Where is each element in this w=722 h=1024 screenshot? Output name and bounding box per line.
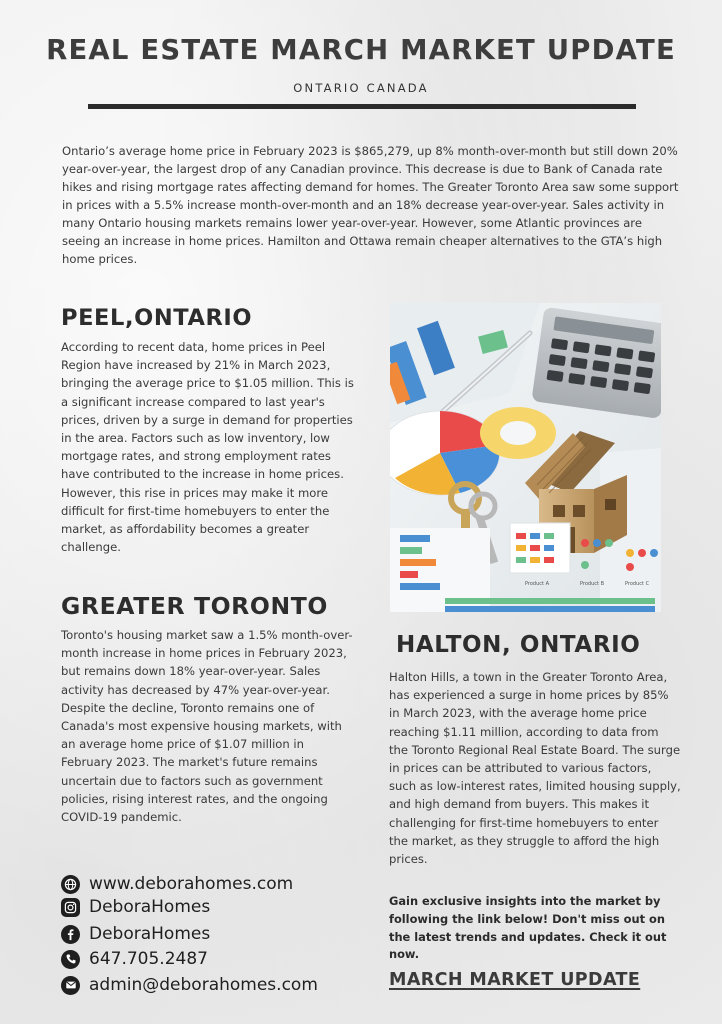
page-title: REAL ESTATE MARCH MARKET UPDATE bbox=[46, 34, 676, 66]
photo-chart-label: Product C bbox=[625, 581, 650, 587]
cta-text: Gain exclusive insights into the market by following the link below! Don't miss out on the latest trends and updates. Check it out now. bbox=[389, 894, 667, 962]
title-divider bbox=[88, 104, 636, 109]
contact-instagram[interactable] bbox=[61, 897, 210, 917]
facebook-icon bbox=[61, 925, 80, 944]
instagram-handle: DeboraHomes bbox=[89, 897, 211, 917]
contact-phone[interactable] bbox=[61, 949, 208, 969]
march-market-update-link[interactable]: MARCH MARKET UPDATE bbox=[389, 970, 641, 990]
contact-email[interactable] bbox=[61, 975, 318, 995]
halton-body: Halton Hills, a town in the Greater Toronto Area, has experienced a surge in home prices by 85% in March 2023, with the average home price reaching $1.11 million, according to data from the Toronto Regional Real Estate Board. The surge in prices can be attributed to various factors, such as low-interest rates, limited housing supply, and high demand from buyers. This makes it challenging for first-time homebuyers to enter the market, as they struggle to afford the high prices. bbox=[389, 670, 681, 867]
contact-facebook[interactable] bbox=[61, 924, 210, 944]
phone-number: 647.705.2487 bbox=[89, 949, 208, 969]
peel-heading: PEEL,ONTARIO bbox=[61, 305, 253, 331]
contact-website[interactable] bbox=[61, 874, 293, 894]
page-subtitle: ONTARIO CANADA bbox=[293, 81, 429, 95]
photo-chart-label: Product B bbox=[580, 581, 605, 587]
peel-body: According to recent data, home prices in Peel Region have increased by 21% in March 2023, bringing the average price to $1.05 million. This is a significant increase compared to last year's prices, driven by a surge in demand for properties in the area. Factors such as low inventory, low mortgage rates, and strong employment rates have contributed to the increase in home prices. However, this rise in prices may make it more difficult for first-time homebuyers to enter the market, as affordability becomes a greater challenge. bbox=[61, 340, 354, 555]
facebook-handle: DeboraHomes bbox=[89, 924, 211, 944]
envelope-icon bbox=[61, 976, 80, 995]
halton-heading: HALTON, ONTARIO bbox=[396, 632, 641, 658]
email-address: admin@deborahomes.com bbox=[89, 975, 318, 995]
house-keys-photo-art bbox=[390, 303, 661, 612]
globe-icon bbox=[61, 875, 80, 894]
toronto-body: Toronto's housing market saw a 1.5% month-over-month increase in home prices in February 2023, but remains down 18% year-over-year. Sales activity has decreased by 47% year-over-year. Despite the decline, Toronto remains one of Canada's most expensive housing markets, with an average home price of $1.07 million in February 2023. The market's future remains uncertain due to factors such as government policies, rising interest rates, and the ongoing COVID-19 pandemic. bbox=[61, 628, 353, 825]
instagram-icon bbox=[61, 898, 80, 917]
house-keys-photo bbox=[390, 303, 661, 612]
phone-icon bbox=[61, 950, 80, 969]
intro-paragraph: Ontario’s average home price in February 2023 is $865,279, up 8% month-over-month but still down 20% year-over-year, the largest drop of any Canadian province. This decrease is due to Bank of Canada rate hikes and rising mortgage rates affecting demand for homes. The Greater Toronto Area saw some support in prices with a 5.5% increase month-over-month and an 18% decrease year-over-year. Sales activity in many Ontario housing markets remains lower year-over-year. However, some Atlantic provinces are seeing an increase in home prices. Hamilton and Ottawa remain cheaper alternatives to the GTA’s high home prices. bbox=[62, 144, 679, 266]
website-text: www.deborahomes.com bbox=[89, 874, 294, 894]
toronto-heading: GREATER TORONTO bbox=[61, 592, 328, 620]
photo-chart-label: Product A bbox=[525, 581, 549, 587]
